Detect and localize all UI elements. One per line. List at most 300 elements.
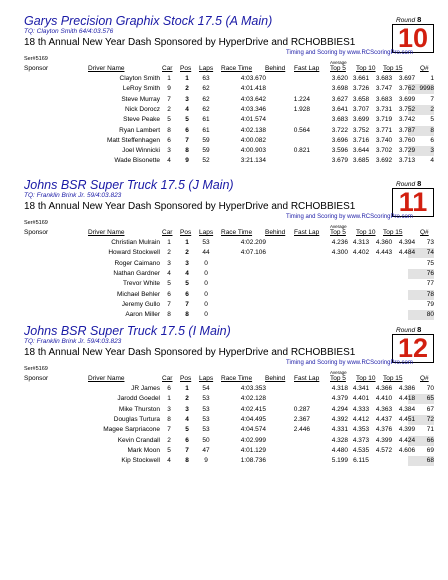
column-header-driver: Driver Name (88, 375, 125, 382)
race-title: Johns BSR Super Truck 17.5 (J Main) (24, 178, 234, 192)
cell-t15: 3.729 (398, 147, 416, 155)
cell-pos: 1 (185, 75, 189, 82)
event-title: 18 th Annual New Year Dash Sponsored by HyperDrive and RCHOBBIES1 (24, 37, 356, 48)
column-header-car: Car (162, 229, 173, 236)
column-header-pos: Pos (180, 65, 192, 72)
cell-laps: 53 (202, 415, 210, 423)
cell-q: 8 (430, 126, 434, 134)
cell-pos: 2 (185, 85, 189, 93)
cell-laps: 0 (204, 290, 208, 298)
cell-fast: 5.199 (331, 457, 348, 465)
cell-t5: 3.726 (352, 85, 370, 93)
column-header-sponsor: Sponsor (24, 229, 49, 236)
table-row (0, 290, 448, 300)
table-row (0, 74, 448, 84)
cell-car: 2 (167, 436, 171, 444)
cell-pos: 1 (185, 239, 189, 246)
cell-car: 9 (167, 85, 171, 93)
cell-t5: 6.115 (353, 457, 369, 465)
cell-q: 67 (426, 405, 434, 413)
column-header-behind: Behind (265, 229, 286, 236)
race-section (0, 178, 448, 338)
cell-driver: Nathan Gardner (113, 269, 160, 277)
cell-driver: Kip Stockwell (121, 457, 160, 465)
cell-driver: Magee Sarpriacone (103, 426, 160, 434)
cell-time: 4:02.209 (240, 239, 266, 246)
cell-time: 4:01.418 (240, 85, 266, 93)
table-row (0, 259, 448, 269)
cell-q: 80 (426, 311, 434, 319)
timing-credit: Timing and Scoring by www.RCScoringPro.com (286, 360, 413, 366)
cell-pos: 7 (185, 446, 189, 454)
cell-t5: 3.685 (352, 157, 370, 165)
cell-t15: 4.484 (398, 249, 416, 257)
column-header-top15: Top 15 (383, 65, 403, 72)
cell-q: 70 (426, 385, 434, 392)
cell-driver: Michael Behler (117, 290, 160, 298)
cell-driver: Mark Moon (127, 446, 160, 454)
cell-driver: Mike Thurston (118, 405, 160, 413)
cell-laps: 63 (202, 75, 210, 82)
cell-t5: 4.412 (352, 415, 370, 423)
cell-time: 4:01.129 (240, 446, 266, 454)
cell-q: 68 (426, 457, 434, 465)
cell-car: 7 (167, 95, 171, 103)
cell-pos: 4 (185, 415, 189, 423)
column-header-laps: Laps (199, 229, 214, 236)
average-label: Average (330, 370, 347, 375)
cell-car: 5 (167, 116, 171, 124)
cell-t5: 4.313 (352, 239, 370, 246)
column-header-driver: Driver Name (88, 65, 125, 72)
cell-laps: 59 (202, 147, 210, 155)
table-row (0, 105, 448, 115)
column-header-top10: Top 10 (356, 375, 376, 382)
cell-car: 3 (167, 147, 171, 155)
tq-line: TQ: Franklin Brink Jr. 59/4:03.823 (24, 192, 122, 199)
cell-laps: 53 (202, 405, 210, 413)
cell-time: 4:00.082 (240, 136, 266, 144)
serial-number: Ser#5169 (24, 366, 48, 372)
cell-pos: 3 (185, 405, 189, 413)
cell-t10: 3.702 (375, 147, 393, 155)
cell-time: 4:02.138 (240, 126, 266, 134)
cell-q: 6 (430, 136, 434, 144)
column-header-q: Q# (420, 65, 429, 72)
column-header-race-time: Race Time (221, 375, 253, 382)
column-header-driver: Driver Name (88, 229, 125, 236)
column-header-top5: Top 5 (330, 229, 346, 236)
cell-pos: 5 (185, 426, 189, 434)
cell-pos: 4 (185, 269, 189, 277)
cell-t5: 3.752 (352, 126, 370, 134)
cell-t5: 3.658 (352, 95, 370, 103)
cell-q: 73 (426, 239, 434, 246)
cell-fast: 3.641 (331, 105, 348, 113)
race-section (0, 324, 448, 484)
cell-t5: 4.353 (352, 426, 370, 434)
cell-pos: 6 (185, 290, 189, 298)
cell-pos: 9 (185, 157, 189, 165)
cell-time: 3:21.134 (240, 157, 266, 165)
cell-t5: 3.716 (352, 136, 370, 144)
table-row (0, 156, 448, 166)
cell-t15: 4.418 (398, 395, 416, 403)
cell-q: 7 (430, 95, 434, 103)
cell-behind: 2.446 (293, 426, 310, 434)
table-row (0, 248, 448, 258)
cell-fast: 3.683 (331, 116, 348, 124)
cell-behind: 0.564 (293, 126, 310, 134)
cell-laps: 9 (204, 457, 208, 465)
cell-fast: 4.318 (331, 385, 348, 392)
cell-time: 4:07.106 (240, 249, 266, 257)
cell-fast: 3.698 (331, 85, 348, 93)
cell-t10: 4.363 (375, 405, 393, 413)
column-header-top10: Top 10 (356, 229, 376, 236)
cell-driver: JR James (131, 385, 160, 392)
cell-fast: 4.379 (331, 395, 348, 403)
cell-fast: 4.392 (331, 415, 348, 423)
table-row (0, 95, 448, 105)
column-header-race-time: Race Time (221, 229, 253, 236)
cell-fast: 3.596 (331, 147, 348, 155)
cell-pos: 2 (185, 395, 189, 403)
cell-driver: Steve Peake (123, 116, 160, 124)
cell-car: 8 (167, 311, 171, 319)
cell-pos: 2 (185, 249, 189, 257)
table-row (0, 126, 448, 136)
cell-fast: 3.620 (331, 75, 348, 82)
race-section (0, 14, 448, 174)
round-label-text: Round (396, 17, 416, 24)
cell-car: 5 (167, 280, 171, 288)
cell-t15: 3.742 (398, 116, 416, 124)
cell-driver: Joel Winnicki (122, 147, 160, 155)
column-header-behind: Behind (265, 65, 286, 72)
cell-t10: 4.572 (375, 446, 393, 454)
cell-q: 71 (426, 426, 434, 434)
cell-fast: 3.627 (331, 95, 348, 103)
cell-car: 6 (167, 385, 171, 392)
table-row (0, 300, 448, 310)
cell-car: 3 (167, 259, 171, 267)
table-row (0, 425, 448, 435)
column-header-top15: Top 15 (383, 375, 403, 382)
timing-credit: Timing and Scoring by www.RCScoringPro.com (286, 214, 413, 220)
cell-fast: 3.679 (331, 157, 348, 165)
cell-car: 7 (167, 426, 171, 434)
timing-credit: Timing and Scoring by www.RCScoringPro.com (286, 50, 413, 56)
cell-q: 78 (426, 290, 434, 298)
column-header-race-time: Race Time (221, 65, 253, 72)
round-number: 8 (417, 325, 422, 334)
column-header-top10: Top 10 (356, 65, 376, 72)
event-title: 18 th Annual New Year Dash Sponsored by HyperDrive and RCHOBBIES1 (24, 347, 356, 358)
race-number-badge: 12 (392, 334, 434, 363)
cell-pos: 4 (185, 105, 189, 113)
column-header-top15: Top 15 (383, 229, 403, 236)
column-header-q: Q# (420, 229, 429, 236)
cell-laps: 0 (204, 280, 208, 288)
cell-driver: Aaron Miller (125, 311, 160, 319)
cell-laps: 62 (202, 95, 210, 103)
cell-q: 76 (426, 269, 434, 277)
cell-t10: 3.692 (375, 157, 393, 165)
tq-line: TQ: Clayton Smith 64/4:03.576 (24, 28, 114, 35)
cell-q: 74 (426, 249, 434, 257)
race-number-badge: 10 (392, 24, 434, 53)
cell-laps: 59 (202, 136, 210, 144)
cell-laps: 0 (204, 311, 208, 319)
cell-car: 6 (167, 290, 171, 298)
cell-driver: Trevor White (123, 280, 160, 288)
cell-laps: 62 (202, 105, 210, 113)
column-header-fast-lap: Fast Lap (294, 229, 320, 236)
cell-laps: 44 (202, 249, 210, 257)
cell-behind: 0.287 (293, 405, 310, 413)
column-header-car: Car (162, 65, 173, 72)
cell-fast: 4.300 (331, 249, 348, 257)
cell-time: 4:01.574 (240, 116, 266, 124)
cell-driver: Christian Mulrain (111, 239, 160, 246)
cell-car: 1 (167, 75, 171, 82)
cell-driver: Matt Steffenhagen (106, 136, 160, 144)
cell-t15: 4.394 (398, 239, 416, 246)
table-row (0, 136, 448, 146)
cell-laps: 53 (202, 239, 210, 246)
cell-q: 77 (426, 280, 434, 288)
round-number: 8 (417, 15, 422, 24)
cell-t15: 4.384 (398, 405, 416, 413)
cell-t10: 4.443 (375, 249, 393, 257)
cell-car: 4 (167, 457, 171, 465)
cell-t5: 3.699 (352, 116, 370, 124)
cell-pos: 8 (185, 147, 189, 155)
cell-time: 4:02.415 (240, 405, 266, 413)
cell-pos: 5 (185, 280, 189, 288)
event-title: 18 th Annual New Year Dash Sponsored by HyperDrive and RCHOBBIES1 (24, 201, 356, 212)
cell-fast: 3.696 (331, 136, 348, 144)
cell-q: 75 (426, 259, 434, 267)
table-row (0, 84, 448, 94)
cell-car: 4 (167, 157, 171, 165)
cell-car: 4 (167, 269, 171, 277)
cell-laps: 52 (202, 157, 210, 165)
cell-pos: 1 (185, 385, 189, 392)
cell-t10: 3.747 (375, 85, 393, 93)
cell-pos: 8 (185, 457, 189, 465)
cell-t5: 4.402 (352, 249, 370, 257)
cell-q: 3 (430, 147, 434, 155)
cell-time: 4:03.353 (240, 385, 266, 392)
cell-t10: 4.399 (375, 436, 393, 444)
cell-t5: 4.341 (352, 385, 370, 392)
cell-q: 5 (430, 116, 434, 124)
cell-t15: 4.424 (398, 436, 416, 444)
column-header-behind: Behind (265, 375, 286, 382)
cell-pos: 6 (185, 436, 189, 444)
tq-line: TQ: Franklin Brink Jr. 59/4:03.823 (24, 338, 122, 345)
cell-q: 72 (426, 415, 434, 423)
cell-t15: 3.752 (398, 105, 416, 113)
cell-pos: 6 (185, 126, 189, 134)
cell-t5: 4.401 (352, 395, 370, 403)
cell-driver: Howard Stockwell (108, 249, 160, 257)
cell-laps: 0 (204, 269, 208, 277)
cell-driver: LeRoy Smith (122, 85, 160, 93)
cell-laps: 47 (202, 446, 210, 454)
column-header-q: Q# (420, 375, 429, 382)
cell-t5: 3.707 (352, 105, 370, 113)
cell-t15: 4.606 (398, 446, 416, 454)
cell-pos: 8 (185, 311, 189, 319)
cell-driver: Ryan Lambert (119, 126, 160, 134)
cell-driver: Jeremy Gullo (121, 300, 160, 308)
cell-pos: 3 (185, 95, 189, 103)
cell-laps: 0 (204, 300, 208, 308)
column-header-laps: Laps (199, 375, 214, 382)
table-row (0, 405, 448, 415)
cell-time: 4:00.903 (240, 147, 266, 155)
cell-driver: Nick Dorocz (124, 105, 160, 113)
table-row (0, 394, 448, 404)
cell-t10: 4.376 (375, 426, 393, 434)
cell-t15: 3.699 (398, 95, 416, 103)
table-row (0, 238, 448, 248)
cell-car: 7 (167, 300, 171, 308)
cell-car: 2 (167, 105, 171, 113)
average-label: Average (330, 224, 347, 229)
cell-t10: 3.740 (375, 136, 393, 144)
average-label: Average (330, 60, 347, 65)
table-row (0, 279, 448, 289)
cell-time: 4:02.128 (240, 395, 266, 403)
race-number-badge: 11 (392, 188, 434, 217)
cell-q: 2 (430, 105, 434, 113)
table-row (0, 456, 448, 466)
cell-t15: 4.451 (398, 415, 416, 423)
cell-q: 79 (426, 300, 434, 308)
cell-t10: 4.360 (375, 239, 393, 246)
cell-car: 1 (167, 239, 171, 246)
cell-t10: 3.731 (375, 105, 393, 113)
cell-t5: 4.333 (352, 405, 370, 413)
cell-pos: 5 (185, 116, 189, 124)
cell-t15: 3.762 (398, 85, 416, 93)
cell-driver: Wade Bisonette (114, 157, 160, 165)
cell-t5: 3.661 (352, 75, 370, 82)
cell-t5: 4.535 (352, 446, 370, 454)
cell-time: 4:02.999 (240, 436, 266, 444)
table-row (0, 146, 448, 156)
column-header-laps: Laps (199, 65, 214, 72)
cell-behind: 2.367 (293, 415, 310, 423)
cell-laps: 61 (202, 126, 210, 134)
column-header-fast-lap: Fast Lap (294, 375, 320, 382)
table-row (0, 436, 448, 446)
cell-t15: 4.399 (398, 426, 416, 434)
cell-q: 69 (426, 446, 434, 454)
cell-t5: 4.373 (352, 436, 370, 444)
cell-t10: 3.719 (375, 116, 393, 124)
cell-car: 8 (167, 126, 171, 134)
cell-car: 6 (167, 136, 171, 144)
cell-t15: 3.697 (398, 75, 416, 82)
cell-car: 8 (167, 415, 171, 423)
round-number: 8 (417, 179, 422, 188)
cell-fast: 4.480 (331, 446, 348, 454)
cell-fast: 3.722 (331, 126, 348, 134)
cell-q: 66 (426, 436, 434, 444)
table-row (0, 446, 448, 456)
cell-time: 4:04.574 (240, 426, 266, 434)
cell-time: 4:03.346 (240, 105, 266, 113)
cell-pos: 7 (185, 136, 189, 144)
column-header-sponsor: Sponsor (24, 65, 49, 72)
column-header-fast-lap: Fast Lap (294, 65, 320, 72)
cell-fast: 4.236 (331, 239, 348, 246)
table-row (0, 115, 448, 125)
cell-t10: 4.410 (375, 395, 393, 403)
cell-behind: 0.821 (293, 147, 310, 155)
serial-number: Ser#5169 (24, 56, 48, 62)
table-row (0, 269, 448, 279)
cell-driver: Jarodd Goedel (117, 395, 160, 403)
cell-car: 1 (167, 395, 171, 403)
cell-laps: 0 (204, 259, 208, 267)
cell-time: 4:03.642 (240, 95, 266, 103)
race-title: Johns BSR Super Truck 17.5 (I Main) (24, 324, 231, 338)
cell-time: 4:03.670 (240, 75, 266, 82)
round-label-text: Round (396, 181, 416, 188)
table-row (0, 415, 448, 425)
column-header-car: Car (162, 375, 173, 382)
cell-driver: Steve Murray (121, 95, 160, 103)
cell-fast: 4.328 (331, 436, 348, 444)
cell-time: 4:04.495 (240, 415, 266, 423)
cell-t15: 4.386 (398, 385, 416, 392)
cell-q: 4 (430, 157, 434, 165)
cell-laps: 50 (202, 436, 210, 444)
cell-t10: 3.771 (375, 126, 393, 134)
cell-driver: Douglas Turtura (113, 415, 160, 423)
cell-time: 1:08.736 (240, 457, 266, 465)
cell-t15: 3.787 (398, 126, 416, 134)
cell-t10: 3.683 (375, 75, 393, 82)
cell-q: 1 (430, 75, 434, 82)
cell-laps: 53 (202, 426, 210, 434)
cell-laps: 61 (202, 116, 210, 124)
cell-t10: 4.437 (375, 415, 393, 423)
cell-driver: Roger Caimano (114, 259, 160, 267)
race-title: Garys Precision Graphix Stock 17.5 (A Main) (24, 14, 273, 28)
cell-t15: 3.713 (398, 157, 416, 165)
cell-fast: 4.294 (331, 405, 348, 413)
cell-car: 5 (167, 446, 171, 454)
cell-laps: 62 (202, 85, 210, 93)
cell-behind: 1.224 (293, 95, 310, 103)
cell-q: 65 (426, 395, 434, 403)
round-label-text: Round (396, 327, 416, 334)
cell-pos: 3 (185, 259, 189, 267)
cell-pos: 7 (185, 300, 189, 308)
cell-t5: 3.644 (352, 147, 370, 155)
cell-t10: 4.366 (375, 385, 393, 392)
cell-t15: 3.760 (398, 136, 416, 144)
cell-laps: 53 (202, 395, 210, 403)
table-row (0, 384, 448, 394)
